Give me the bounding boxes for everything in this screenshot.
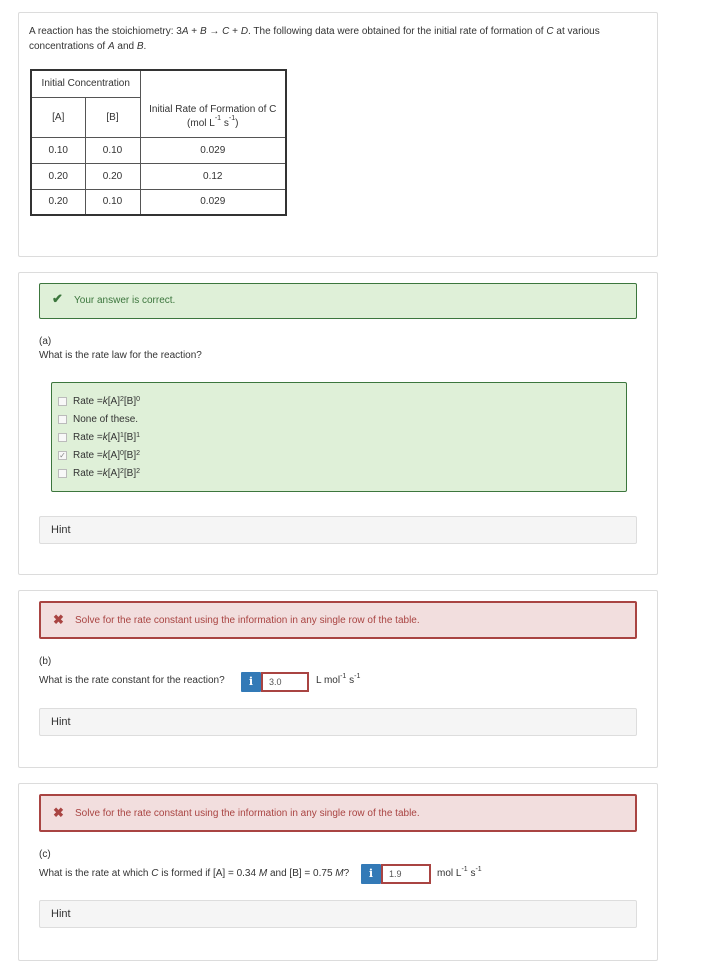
part-a-question: What is the rate law for the reaction? xyxy=(39,350,202,361)
x-icon: ✖ xyxy=(53,805,64,820)
checkbox[interactable] xyxy=(58,433,67,442)
units-label: mol $L^{-1}$ $s^{-1}$ xyxy=(437,865,482,879)
units-label: L mol$^{-1}$ $s^{-1}$ xyxy=(316,672,361,686)
rate-input[interactable] xyxy=(381,864,431,884)
checked-checkbox[interactable]: ✓ xyxy=(59,450,66,460)
part-a-card xyxy=(18,272,658,575)
table-row: 0.20 0.10 0.029 xyxy=(31,189,286,215)
table-header-rate: Initial Rate of Formation of C (mol $L^{-1}$ $s^{-1}$) xyxy=(140,97,286,137)
part-b-label: (b) xyxy=(39,656,52,667)
choice-rate-a2-b2[interactable]: Rate = k [A] $^2$ [B] $^2$ xyxy=(58,466,140,480)
part-c-question: What is the rate at which C is formed if [A] = 0.34 M and [B] = 0.75 M? xyxy=(39,868,350,879)
part-b-card xyxy=(18,590,658,768)
incorrect-feedback: ✖ Solve for the rate constant using the information in any single row of the table. xyxy=(39,601,637,639)
table-row: 0.20 0.20 0.12 xyxy=(31,163,286,189)
table-row: 0.10 0.10 0.029 xyxy=(31,137,286,163)
correct-feedback: ✔ Your answer is correct. xyxy=(39,283,637,319)
choice-none[interactable]: None of these. xyxy=(58,412,138,426)
info-icon[interactable]: i xyxy=(361,864,381,884)
rate-law-choices xyxy=(51,382,627,492)
checkbox[interactable] xyxy=(58,415,67,424)
choice-rate-a2-b0[interactable]: Rate = k [A] $^2$ [B] $^0$ xyxy=(58,394,140,408)
part-c-card xyxy=(18,783,658,961)
x-icon: ✖ xyxy=(53,612,64,627)
check-icon: ✔ xyxy=(52,291,63,306)
info-icon[interactable]: i xyxy=(241,672,261,692)
problem-card xyxy=(18,12,658,257)
hint-button[interactable]: Hint xyxy=(39,708,637,736)
choice-rate-a0-b2[interactable]: ✓ Rate = k [A] $^0$ [B] $^2$ xyxy=(59,449,141,461)
table-group-header: Initial Concentration xyxy=(31,70,140,97)
table-header-b: [B] xyxy=(85,97,140,137)
problem-statement: A reaction has the stoichiometry: 3A + B → C + D. The following data were obtained for the initial rate of formation of C at various concentrations of A and B. xyxy=(29,26,600,52)
part-b-question: What is the rate constant for the reaction? xyxy=(39,675,225,686)
checkbox[interactable] xyxy=(58,469,67,478)
table-header-a: [A] xyxy=(31,97,85,137)
hint-button[interactable]: Hint xyxy=(39,900,637,928)
checkbox[interactable] xyxy=(58,397,67,406)
part-a-label: (a) xyxy=(39,336,52,347)
choice-rate-a1-b1[interactable]: Rate = k [A] $^1$ [B] $^1$ xyxy=(58,430,140,444)
hint-button[interactable]: Hint xyxy=(39,516,637,544)
data-table xyxy=(30,69,287,216)
incorrect-feedback: ✖ Solve for the rate constant using the information in any single row of the table. xyxy=(39,794,637,832)
rate-constant-input[interactable] xyxy=(261,672,309,692)
part-c-label: (c) xyxy=(39,849,51,860)
